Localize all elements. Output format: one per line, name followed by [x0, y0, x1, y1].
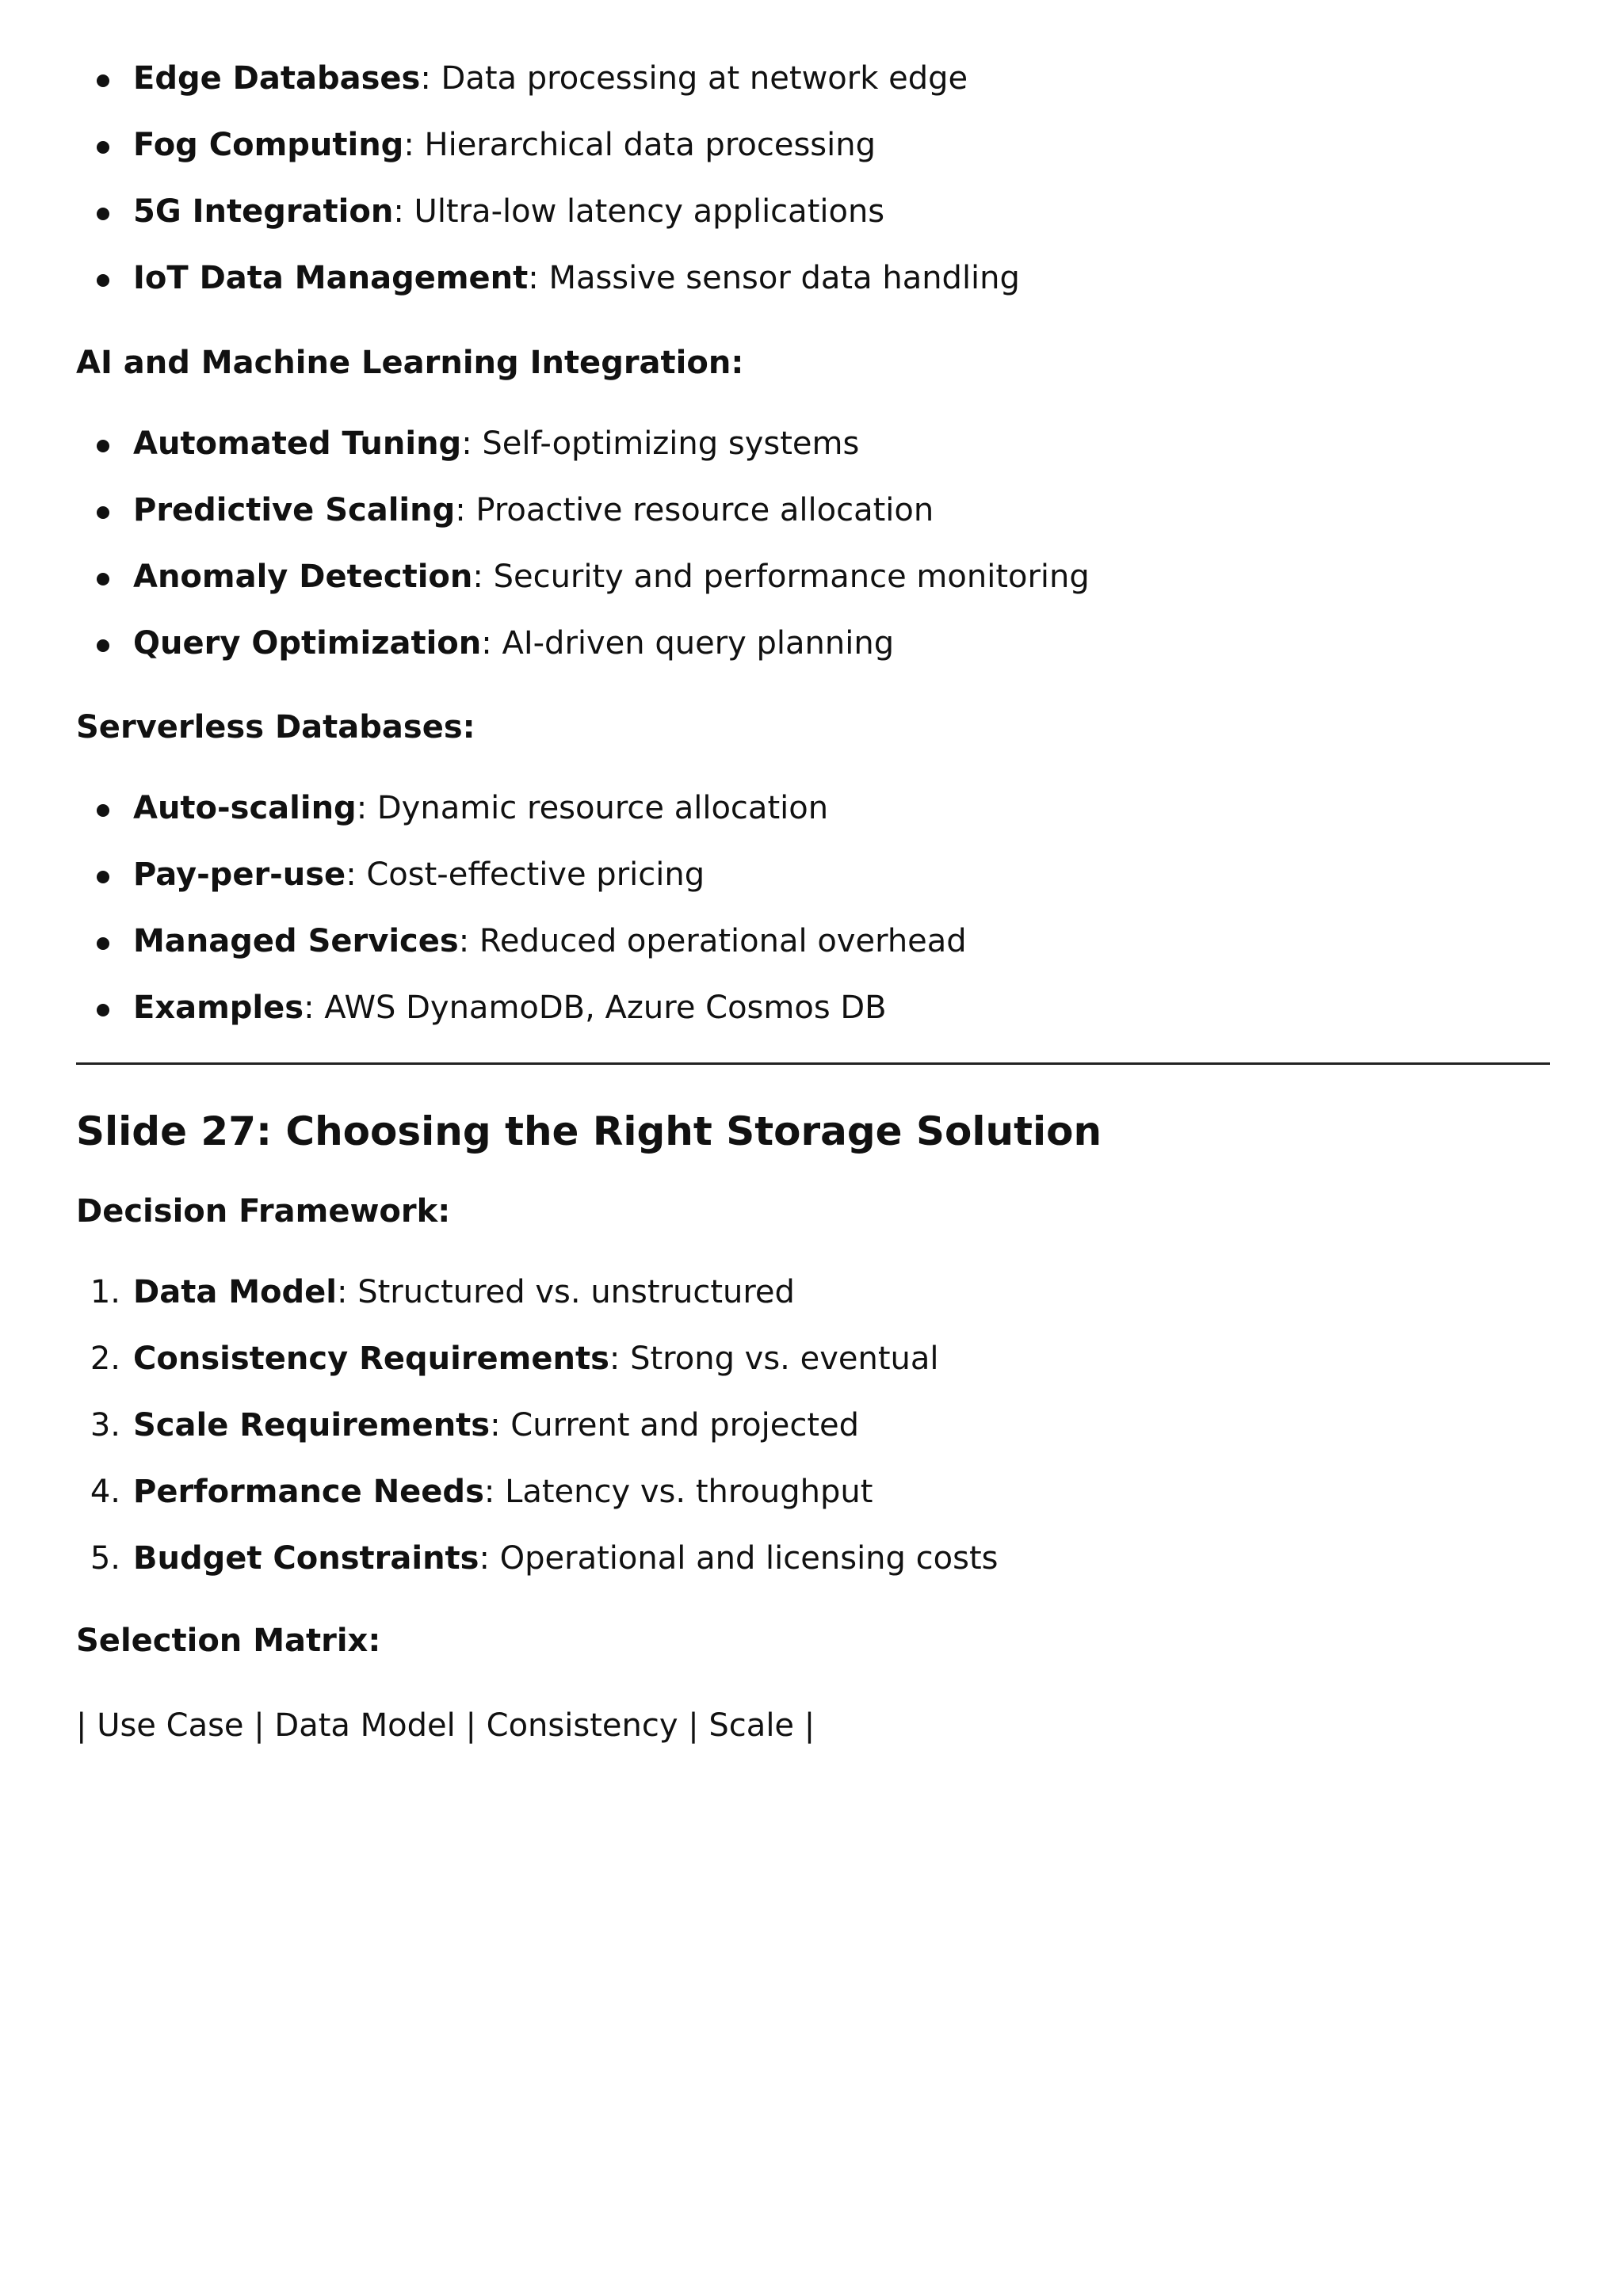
bullet-icon: [97, 573, 109, 585]
ai-heading: AI and Machine Learning Integration:: [76, 345, 744, 381]
list-item-description: : Dynamic resource allocation: [356, 790, 829, 826]
ai-list: [0, 410, 1623, 677]
list-item-term: Performance Needs: [133, 1474, 484, 1510]
list-item-description: : Proactive resource allocation: [455, 492, 934, 528]
list-item-term: Examples: [133, 990, 304, 1026]
list-item: [0, 1525, 1623, 1592]
matrix-heading: Selection Matrix:: [76, 1623, 381, 1659]
list-item-description: : Security and performance monitoring: [472, 559, 1090, 595]
bullet-icon: [97, 74, 109, 87]
list-item: [0, 178, 1623, 245]
list-item: [0, 410, 1623, 477]
list-item-term: Scale Requirements: [133, 1407, 491, 1444]
list-item-description: : Self-optimizing systems: [461, 425, 860, 462]
list-item: [0, 1259, 1623, 1325]
serverless-list: [0, 775, 1623, 1041]
list-item-description: : Hierarchical data processing: [403, 127, 876, 163]
list-item: [0, 477, 1623, 543]
list-item-term: Anomaly Detection: [133, 559, 473, 595]
bullet-icon: [97, 208, 109, 220]
serverless-heading: Serverless Databases:: [76, 709, 475, 746]
list-item-term: 5G Integration: [133, 193, 394, 230]
list-item: [0, 1459, 1623, 1525]
bullet-icon: [97, 141, 109, 154]
list-item-description: : Structured vs. unstructured: [337, 1274, 795, 1310]
list-item-term: Managed Services: [133, 923, 459, 959]
horizontal-divider: [76, 1062, 1550, 1065]
list-item: [0, 841, 1623, 908]
bullet-icon: [97, 937, 109, 950]
list-item-number: 4.: [90, 1474, 120, 1510]
list-item-description: : Latency vs. throughput: [483, 1474, 873, 1510]
bullet-icon: [97, 804, 109, 817]
bullet-icon: [97, 440, 109, 452]
list-item: [0, 245, 1623, 311]
list-item-term: Predictive Scaling: [133, 492, 456, 528]
list-item: [0, 1325, 1623, 1392]
list-item: [0, 1392, 1623, 1459]
list-item-term: Fog Computing: [133, 127, 404, 163]
list-item-description: : Current and projected: [490, 1407, 860, 1444]
list-item-description: : Cost-effective pricing: [346, 856, 705, 893]
list-item-number: 1.: [90, 1274, 120, 1310]
list-item-description: : Massive sensor data handling: [528, 260, 1020, 296]
decision-list: [0, 1259, 1623, 1592]
bullet-icon: [97, 506, 109, 519]
list-item: [0, 112, 1623, 178]
bullet-icon: [97, 871, 109, 883]
list-item-number: 3.: [90, 1407, 120, 1444]
list-item-number: 5.: [90, 1540, 120, 1577]
list-item: [0, 610, 1623, 677]
list-item: [0, 543, 1623, 610]
slide-title: Slide 27: Choosing the Right Storage Solution: [76, 1108, 1102, 1154]
list-item-term: Edge Databases: [133, 60, 421, 97]
decision-heading: Decision Framework:: [76, 1193, 451, 1230]
list-item-term: IoT Data Management: [133, 260, 529, 296]
list-item-description: : Ultra-low latency applications: [393, 193, 885, 230]
list-item-term: Data Model: [133, 1274, 337, 1310]
bullet-icon: [97, 639, 109, 652]
list-item-description: : Reduced operational overhead: [458, 923, 967, 959]
list-item-term: Query Optimization: [133, 625, 482, 662]
list-item-term: Automated Tuning: [133, 425, 462, 462]
list-item-description: : AWS DynamoDB, Azure Cosmos DB: [304, 990, 887, 1026]
list-item-term: Pay-per-use: [133, 856, 346, 893]
list-item-number: 2.: [90, 1341, 120, 1377]
edge-list: [0, 45, 1623, 311]
list-item-description: : AI-driven query planning: [481, 625, 895, 662]
list-item-term: Auto-scaling: [133, 790, 357, 826]
bullet-icon: [97, 274, 109, 287]
list-item: [0, 974, 1623, 1041]
list-item: [0, 908, 1623, 974]
list-item-term: Budget Constraints: [133, 1540, 479, 1577]
matrix-table-row: | Use Case | Data Model | Consistency | Scale |: [76, 1707, 815, 1744]
list-item-description: : Data processing at network edge: [420, 60, 968, 97]
list-item-description: : Operational and licensing costs: [479, 1540, 999, 1577]
list-item: [0, 775, 1623, 841]
bullet-icon: [97, 1004, 109, 1016]
list-item-term: Consistency Requirements: [133, 1341, 609, 1377]
list-item-description: : Strong vs. eventual: [609, 1341, 939, 1377]
list-item: [0, 45, 1623, 112]
